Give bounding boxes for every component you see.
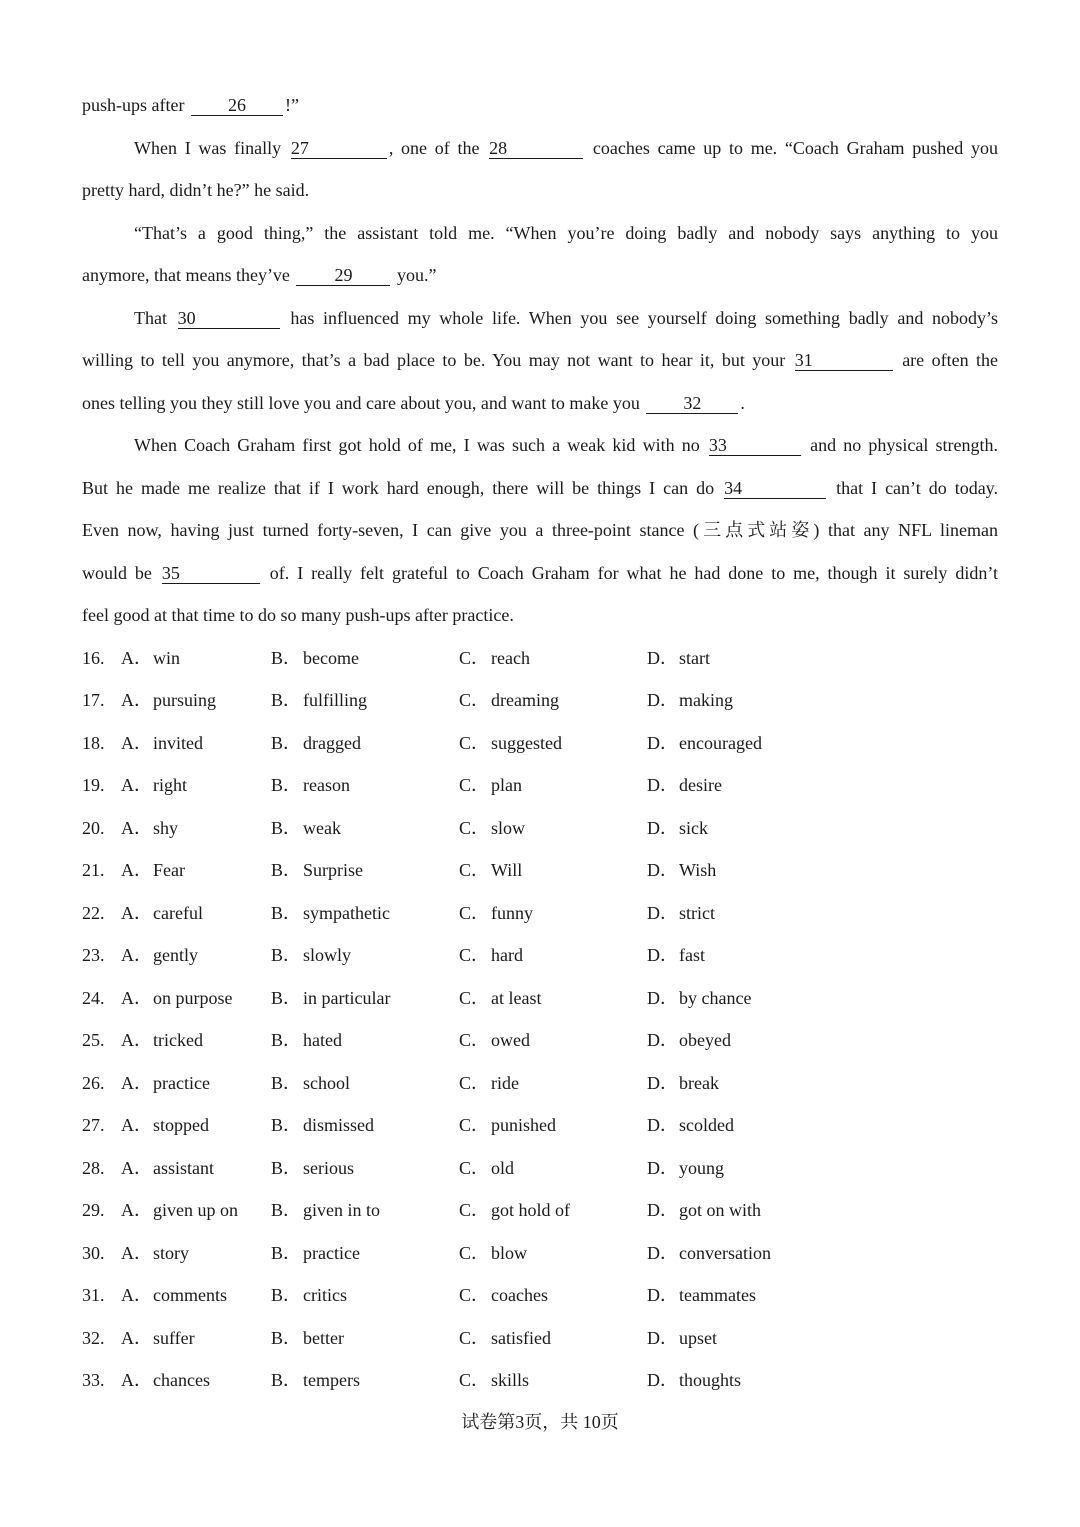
option-letter: A． (121, 860, 152, 880)
option-letter: C． (459, 1242, 490, 1263)
option-letter: A． (121, 1370, 152, 1390)
option-b (271, 1147, 354, 1190)
option-letter: C． (459, 647, 490, 668)
question-number: 24. (82, 987, 105, 1008)
option-b (271, 764, 350, 807)
option-b (271, 1359, 360, 1402)
option-b (271, 807, 341, 850)
option-d (647, 1019, 731, 1062)
blank-27: 27 (291, 138, 387, 159)
option-a (121, 1359, 210, 1402)
option-letter: C． (459, 1157, 490, 1178)
option-text: satisfied (491, 1327, 551, 1348)
option-letter: C． (459, 1285, 490, 1305)
option-a (121, 892, 203, 935)
option-letter: B． (271, 1200, 302, 1220)
option-letter: A． (121, 1285, 152, 1305)
option-letter: C． (459, 817, 490, 838)
option-d (647, 1062, 719, 1105)
option-d (647, 1317, 717, 1360)
option-text: desire (679, 775, 722, 795)
question-number: 23. (82, 945, 105, 965)
option-letter: A． (121, 902, 152, 923)
option-text: obeyed (679, 1030, 731, 1050)
option-letter: A． (121, 647, 152, 668)
option-text: ride (491, 1072, 519, 1093)
question-row (82, 1232, 998, 1275)
option-letter: D． (647, 1072, 678, 1093)
option-letter: B． (271, 1242, 302, 1263)
option-text: scolded (679, 1115, 734, 1135)
option-text: assistant (153, 1157, 214, 1178)
option-text: story (153, 1242, 189, 1263)
passage-line: pretty hard, didn’t he?” he said. (82, 180, 310, 200)
option-c (459, 892, 533, 935)
option-d (647, 679, 733, 722)
option-letter: B． (271, 647, 302, 668)
option-c (459, 934, 523, 977)
option-letter: D． (647, 1030, 678, 1050)
option-letter: A． (121, 1242, 152, 1263)
option-letter: A． (121, 1327, 152, 1348)
option-letter: C． (459, 987, 490, 1008)
option-letter: C． (459, 732, 490, 753)
option-letter: D． (647, 647, 678, 668)
option-text: young (679, 1157, 724, 1178)
option-d (647, 722, 762, 765)
passage-line (82, 424, 998, 467)
option-text: strict (679, 902, 715, 923)
option-letter: C． (459, 945, 490, 965)
option-letter: D． (647, 1157, 678, 1178)
option-c (459, 1189, 570, 1232)
option-letter: B． (271, 1072, 302, 1093)
option-a (121, 1232, 189, 1275)
passage-line (82, 467, 998, 510)
option-text: dismissed (303, 1115, 375, 1135)
option-c (459, 977, 541, 1020)
option-text: win (153, 647, 180, 668)
option-letter: A． (121, 1157, 152, 1178)
option-text: got hold of (491, 1200, 570, 1220)
option-text: practice (153, 1072, 210, 1093)
blank-26: 26 (191, 95, 283, 116)
option-text: chances (153, 1370, 210, 1390)
option-text: old (491, 1157, 515, 1178)
question-number: 29. (82, 1200, 105, 1220)
option-text: tricked (153, 1030, 203, 1050)
text: When Coach Graham first got hold of me, I was such a weak kid with no (134, 435, 700, 455)
passage-line: “That’s a good thing,” the assistant told me. “When you’re doing badly and nobody says anything to you (134, 222, 998, 243)
text: But he made me realize that if I work hard enough, there will be things I can do (82, 477, 715, 498)
option-letter: D． (647, 902, 678, 923)
option-b (271, 1062, 350, 1105)
option-b (271, 977, 390, 1020)
option-text: suggested (491, 732, 562, 753)
option-b (271, 679, 367, 722)
option-d (647, 934, 705, 977)
option-text: Wish (679, 860, 717, 880)
option-text: thoughts (679, 1370, 742, 1390)
option-letter: B． (271, 1327, 302, 1348)
question-row (82, 977, 998, 1020)
option-b (271, 849, 363, 892)
option-b (271, 637, 359, 680)
option-d (647, 1359, 741, 1402)
option-c (459, 849, 522, 892)
blank-32: 32 (646, 393, 738, 414)
option-letter: B． (271, 902, 302, 923)
option-letter: D． (647, 1285, 678, 1305)
option-letter: D． (647, 1370, 678, 1390)
question-row (82, 892, 998, 935)
option-letter: D． (647, 690, 678, 710)
option-c (459, 722, 562, 765)
option-text: hated (303, 1030, 342, 1050)
blank-31: 31 (795, 350, 893, 371)
option-text: reach (491, 647, 530, 668)
option-c (459, 1232, 527, 1275)
option-a (121, 764, 187, 807)
blank-30: 30 (178, 308, 280, 329)
option-a (121, 1062, 210, 1105)
question-row (82, 722, 998, 765)
option-text: break (679, 1072, 719, 1093)
text: would be (82, 562, 152, 583)
option-text: school (303, 1072, 350, 1093)
option-text: coaches (491, 1285, 548, 1305)
exam-page (82, 84, 998, 1402)
option-text: encouraged (679, 732, 762, 753)
option-a (121, 1104, 209, 1147)
option-d (647, 1274, 756, 1317)
question-row (82, 1019, 998, 1062)
option-text: skills (491, 1370, 530, 1390)
passage-line (82, 254, 998, 297)
question-number: 21. (82, 860, 105, 880)
option-letter: B． (271, 987, 302, 1008)
option-text: hard (491, 945, 523, 965)
option-d (647, 849, 716, 892)
option-text: better (303, 1327, 344, 1348)
option-letter: C． (459, 1327, 490, 1348)
question-number: 31. (82, 1285, 105, 1305)
option-letter: B． (271, 1030, 302, 1050)
option-b (271, 1189, 380, 1232)
text: push-ups after (82, 95, 185, 115)
option-text: punished (491, 1115, 556, 1135)
text: anymore, that means they’ve (82, 265, 290, 285)
option-letter: D． (647, 860, 678, 880)
option-text: teammates (679, 1285, 756, 1305)
option-a (121, 1274, 227, 1317)
option-d (647, 892, 715, 935)
option-text: pursuing (153, 690, 216, 710)
option-text: Surprise (303, 860, 363, 880)
option-text: owed (491, 1030, 530, 1050)
option-text: Fear (153, 860, 185, 880)
option-text: conversation (679, 1242, 771, 1263)
option-letter: A． (121, 817, 152, 838)
option-c (459, 637, 530, 680)
option-c (459, 1274, 548, 1317)
text: coaches came up to me. “Coach Graham pushed you (592, 137, 998, 158)
question-number: 26. (82, 1072, 105, 1093)
option-letter: D． (647, 732, 678, 753)
option-c (459, 1359, 529, 1402)
option-letter: B． (271, 1370, 302, 1390)
passage-line: Even now, having just turned forty-seven, I can give you a three-point stance (三点式站姿) that any NFL lineman (82, 520, 998, 540)
option-text: funny (491, 902, 533, 923)
option-c (459, 1104, 556, 1147)
option-letter: C． (459, 775, 490, 795)
option-text: dragged (303, 732, 361, 753)
text: that I can’t do today. (836, 477, 999, 498)
option-letter: B． (271, 1115, 302, 1135)
option-c (459, 1317, 551, 1360)
option-text: on purpose (153, 987, 233, 1008)
question-row (82, 1359, 998, 1402)
option-letter: C． (459, 1115, 490, 1135)
option-a (121, 849, 185, 892)
option-letter: D． (647, 987, 678, 1008)
option-letter: A． (121, 1115, 152, 1135)
question-row (82, 1104, 998, 1147)
option-a (121, 722, 203, 765)
option-letter: A． (121, 732, 152, 753)
option-b (271, 1104, 374, 1147)
option-a (121, 807, 178, 850)
option-text: Will (491, 860, 523, 880)
option-letter: D． (647, 817, 678, 838)
option-b (271, 722, 361, 765)
question-row (82, 807, 998, 850)
option-text: fast (679, 945, 705, 965)
question-number: 17. (82, 690, 105, 710)
option-d (647, 1232, 771, 1275)
blank-34: 34 (724, 478, 826, 499)
option-letter: D． (647, 1200, 678, 1220)
text: ones telling you they still love you and care about you, and want to make you (82, 392, 640, 413)
option-d (647, 977, 751, 1020)
option-b (271, 1274, 347, 1317)
question-number: 16. (82, 647, 105, 668)
option-a (121, 1317, 195, 1360)
passage-line (82, 552, 998, 595)
option-letter: B． (271, 690, 302, 710)
option-text: plan (491, 775, 522, 795)
text: !” (284, 95, 299, 115)
option-text: slowly (303, 945, 352, 965)
option-letter: A． (121, 945, 152, 965)
option-a (121, 1147, 214, 1190)
option-d (647, 1189, 761, 1232)
passage-line (82, 297, 998, 340)
text: That (134, 307, 167, 328)
option-text: sympathetic (303, 902, 390, 923)
option-letter: C． (459, 902, 490, 923)
option-text: start (679, 647, 710, 668)
option-letter: B． (271, 945, 302, 965)
blank-33: 33 (709, 435, 801, 456)
question-row (82, 934, 998, 977)
blank-28: 28 (489, 138, 583, 159)
cloze-passage (82, 84, 998, 637)
option-letter: A． (121, 1200, 152, 1220)
option-text: gently (153, 945, 198, 965)
question-number: 25. (82, 1030, 105, 1050)
option-text: practice (303, 1242, 360, 1263)
option-d (647, 637, 710, 680)
option-a (121, 977, 233, 1020)
option-text: sick (679, 817, 708, 838)
option-letter: A． (121, 775, 152, 795)
option-text: at least (491, 987, 542, 1008)
option-a (121, 1019, 203, 1062)
question-row (82, 1274, 998, 1317)
text: of. I really felt grateful to Coach Graham for what he had done to me, though it surely didn’t (269, 562, 998, 583)
text: , one of the (388, 137, 480, 158)
option-letter: A． (121, 690, 152, 710)
question-row (82, 1317, 998, 1360)
blank-29: 29 (296, 265, 390, 286)
option-text: blow (491, 1242, 527, 1263)
question-row (82, 764, 998, 807)
question-number: 18. (82, 732, 105, 753)
option-letter: A． (121, 1030, 152, 1050)
option-letter: B． (271, 775, 302, 795)
text: willing to tell you anymore, that’s a bad place to be. You may not want to hear it, but your (82, 350, 786, 370)
option-text: slow (491, 817, 526, 838)
question-row (82, 679, 998, 722)
passage-line (82, 382, 998, 425)
text: When I was finally (134, 137, 282, 158)
option-text: comments (153, 1285, 227, 1305)
question-number: 27. (82, 1115, 105, 1135)
option-letter: A． (121, 1072, 152, 1093)
passage-line (82, 84, 998, 127)
option-b (271, 1317, 344, 1360)
option-letter: B． (271, 732, 302, 753)
question-number: 33. (82, 1370, 105, 1390)
option-letter: B． (271, 1157, 302, 1178)
option-a (121, 679, 216, 722)
option-letter: D． (647, 775, 678, 795)
option-text: weak (303, 817, 341, 838)
option-text: dreaming (491, 690, 559, 710)
option-letter: C． (459, 860, 490, 880)
option-a (121, 1189, 238, 1232)
text: has influenced my whole life. When you see yourself doing something badly and nobody’s (290, 307, 999, 328)
question-number: 19. (82, 775, 105, 795)
option-d (647, 807, 708, 850)
option-text: given up on (153, 1200, 238, 1220)
option-b (271, 1019, 342, 1062)
option-letter: B． (271, 860, 302, 880)
option-text: suffer (153, 1327, 195, 1348)
option-c (459, 1019, 530, 1062)
option-d (647, 764, 722, 807)
question-number: 28. (82, 1157, 105, 1178)
option-b (271, 934, 351, 977)
option-letter: D． (647, 945, 678, 965)
question-row (82, 637, 998, 680)
option-letter: D． (647, 1242, 678, 1263)
option-c (459, 764, 522, 807)
option-text: by chance (679, 987, 752, 1008)
option-d (647, 1104, 734, 1147)
question-row (82, 1147, 998, 1190)
text: are often the (902, 350, 999, 370)
option-letter: C． (459, 1030, 490, 1050)
text: you.” (396, 265, 437, 285)
option-letter: D． (647, 1327, 678, 1348)
option-text: become (303, 647, 359, 668)
question-number: 20. (82, 817, 105, 838)
option-text: making (679, 690, 733, 710)
option-letter: C． (459, 690, 490, 710)
option-c (459, 807, 525, 850)
option-text: reason (303, 775, 350, 795)
question-row (82, 849, 998, 892)
option-text: right (153, 775, 187, 795)
option-text: upset (679, 1327, 717, 1348)
option-text: given in to (303, 1200, 380, 1220)
passage-line (82, 127, 998, 170)
page-footer: 试卷第3页，共 10页 (461, 1412, 619, 1432)
option-c (459, 1147, 514, 1190)
option-text: careful (153, 902, 203, 923)
option-text: fulfilling (303, 690, 367, 710)
option-text: tempers (303, 1370, 360, 1390)
question-options-list (82, 637, 998, 1402)
text: . (740, 392, 745, 413)
question-number: 32. (82, 1327, 105, 1348)
text: and no physical strength. (810, 435, 999, 455)
passage-line (82, 339, 998, 382)
question-number: 30. (82, 1242, 105, 1263)
option-letter: B． (271, 1285, 302, 1305)
passage-line: feel good at that time to do so many push-ups after practice. (82, 605, 514, 625)
option-letter: B． (271, 817, 302, 838)
option-c (459, 679, 559, 722)
option-letter: D． (647, 1115, 678, 1135)
option-text: invited (153, 732, 203, 753)
question-row (82, 1062, 998, 1105)
option-a (121, 637, 180, 680)
option-b (271, 1232, 360, 1275)
option-text: got on with (679, 1200, 762, 1220)
option-b (271, 892, 390, 935)
option-letter: A． (121, 987, 152, 1008)
option-letter: C． (459, 1072, 490, 1093)
option-letter: C． (459, 1370, 490, 1390)
option-letter: C． (459, 1200, 490, 1220)
question-row (82, 1189, 998, 1232)
option-d (647, 1147, 724, 1190)
question-number: 22. (82, 902, 105, 923)
option-text: stopped (153, 1115, 209, 1135)
option-c (459, 1062, 519, 1105)
option-a (121, 934, 198, 977)
option-text: critics (303, 1285, 347, 1305)
option-text: shy (153, 817, 179, 838)
blank-35: 35 (162, 563, 260, 584)
option-text: in particular (303, 987, 391, 1008)
option-text: serious (303, 1157, 354, 1178)
